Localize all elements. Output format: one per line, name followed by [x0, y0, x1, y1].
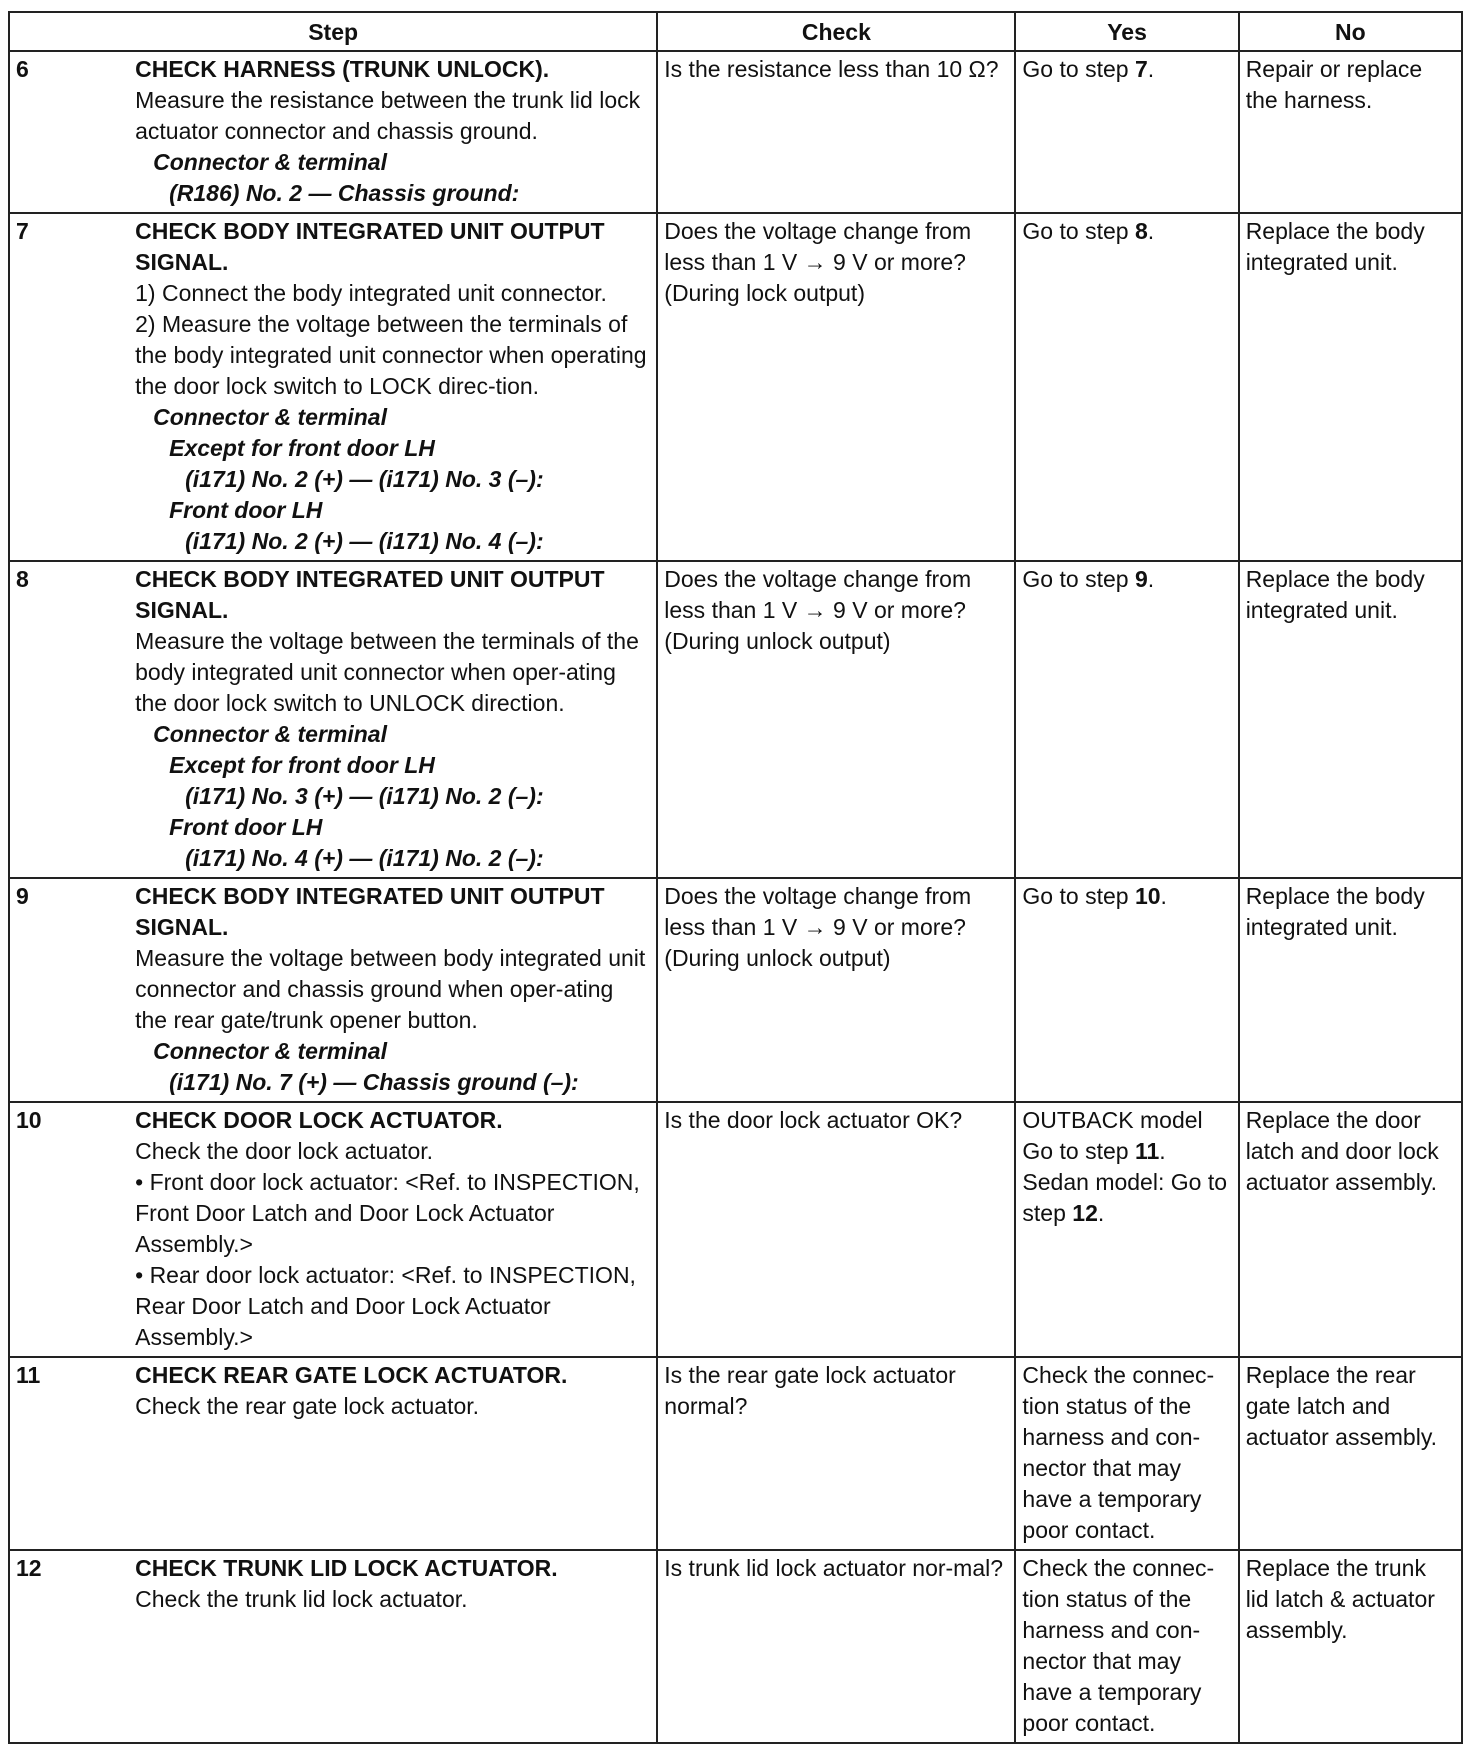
no-cell: Replace the door latch and door lock actuator assembly.: [1239, 1102, 1462, 1357]
yes-text: .: [1147, 218, 1155, 244]
connector-terminal-line: Front door LH: [169, 497, 323, 523]
yes-cell: [1015, 213, 1238, 561]
no-cell: Replace the body integrated unit.: [1239, 213, 1462, 561]
step-number: 12: [9, 1550, 129, 1743]
step-number: 11: [9, 1357, 129, 1550]
step-title: CHECK TRUNK LID LOCK ACTUATOR.: [135, 1555, 558, 1581]
step-title: CHECK BODY INTEGRATED UNIT OUTPUT SIGNAL.: [135, 218, 605, 275]
header-check: Check: [657, 12, 1015, 51]
connector-terminal-line: Except for front door LH: [169, 752, 435, 778]
yes-cell: [1015, 1550, 1238, 1743]
table-row: [9, 1550, 1462, 1743]
step-instruction: • Front door lock actuator: <Ref. to INSPECTION, Front Door Latch and Door Lock Actuator Assembly.>: [135, 1169, 640, 1257]
yes-line: [1022, 1105, 1231, 1136]
step-reference: 8: [1134, 218, 1148, 244]
table-body: [9, 51, 1462, 1743]
yes-text: .: [1147, 566, 1155, 592]
header-step: Step: [9, 12, 657, 51]
yes-text: Go to step: [1022, 566, 1135, 592]
header-yes: Yes: [1015, 12, 1238, 51]
step-reference: 7: [1134, 56, 1148, 82]
no-cell: Replace the body integrated unit.: [1239, 878, 1462, 1102]
yes-text: Check the connec-tion status of the harness and con-nector that may have a temporary poor contact.: [1022, 1555, 1215, 1736]
yes-text: Go to step: [1022, 1138, 1135, 1164]
step-reference: 9: [1134, 566, 1148, 592]
connector-terminal-line: (i171) No. 2 (+) — (i171) No. 4 (–):: [185, 528, 544, 554]
connector-terminal-line: Connector & terminal: [153, 149, 387, 175]
no-cell: Replace the rear gate latch and actuator assembly.: [1239, 1357, 1462, 1550]
yes-line: [1022, 1136, 1231, 1167]
connector-terminal-line: (R186) No. 2 — Chassis ground:: [169, 180, 520, 206]
step-instruction: • Rear door lock actuator: <Ref. to INSPECTION, Rear Door Latch and Door Lock Actuator Assembly.>: [135, 1262, 636, 1350]
step-instruction: Check the trunk lid lock actuator.: [135, 1586, 468, 1612]
connector-terminal-line: (i171) No. 3 (+) — (i171) No. 2 (–):: [185, 783, 544, 809]
check-cell: Is the door lock actuator OK?: [657, 1102, 1015, 1357]
connector-terminal-line: Connector & terminal: [153, 721, 387, 747]
step-cell: [129, 1102, 657, 1357]
yes-cell: [1015, 51, 1238, 213]
table-row: [9, 213, 1462, 561]
table-row: [9, 1357, 1462, 1550]
step-number: 8: [9, 561, 129, 878]
yes-line: [1022, 1167, 1231, 1229]
connector-terminal-line: Front door LH: [169, 814, 323, 840]
yes-text: Check the connec-tion status of the harness and con-nector that may have a temporary poor contact.: [1022, 1362, 1215, 1543]
diagnostic-table: [8, 11, 1463, 1744]
header-no: No: [1239, 12, 1462, 51]
step-number: 6: [9, 51, 129, 213]
yes-text: .: [1097, 1200, 1105, 1226]
step-reference: 11: [1134, 1138, 1160, 1164]
check-cell: Is trunk lid lock actuator nor-mal?: [657, 1550, 1015, 1743]
step-instruction: Check the door lock actuator.: [135, 1138, 434, 1164]
check-cell: Does the voltage change from less than 1 V → 9 V or more? (During unlock output): [657, 878, 1015, 1102]
yes-text: Go to step: [1022, 218, 1135, 244]
check-cell: Does the voltage change from less than 1 V → 9 V or more? (During lock output): [657, 213, 1015, 561]
no-cell: Replace the trunk lid latch & actuator assembly.: [1239, 1550, 1462, 1743]
check-cell: Does the voltage change from less than 1 V → 9 V or more? (During unlock output): [657, 561, 1015, 878]
table-row: [9, 1102, 1462, 1357]
step-number: 9: [9, 878, 129, 1102]
step-cell: [129, 213, 657, 561]
table-row: [9, 51, 1462, 213]
connector-terminal-line: Except for front door LH: [169, 435, 435, 461]
yes-cell: [1015, 878, 1238, 1102]
step-title: CHECK BODY INTEGRATED UNIT OUTPUT SIGNAL.: [135, 883, 605, 940]
step-cell: [129, 1550, 657, 1743]
step-instruction: 2) Measure the voltage between the terminals of the body integrated unit connector when operating the door lock switch to LOCK direc-tion.: [135, 311, 647, 399]
step-number: 10: [9, 1102, 129, 1357]
step-title: CHECK DOOR LOCK ACTUATOR.: [135, 1107, 503, 1133]
yes-cell: [1015, 1357, 1238, 1550]
connector-terminal-line: Connector & terminal: [153, 404, 387, 430]
step-instruction: 1) Connect the body integrated unit connector.: [135, 280, 607, 306]
step-instruction: Measure the voltage between the terminals of the body integrated unit connector when oper-ating the door lock switch to UNLOCK direction.: [135, 628, 639, 716]
step-cell: [129, 51, 657, 213]
yes-text: Sedan model: Go to step: [1022, 1169, 1227, 1226]
check-cell: Is the rear gate lock actuator normal?: [657, 1357, 1015, 1550]
step-instruction: Check the rear gate lock actuator.: [135, 1393, 480, 1419]
step-instruction: Measure the resistance between the trunk lid lock actuator connector and chassis ground.: [135, 87, 641, 144]
step-title: CHECK REAR GATE LOCK ACTUATOR.: [135, 1362, 568, 1388]
header-row: [9, 12, 1462, 51]
step-title: CHECK BODY INTEGRATED UNIT OUTPUT SIGNAL.: [135, 566, 605, 623]
step-reference: 10: [1134, 883, 1161, 909]
connector-terminal-line: Connector & terminal: [153, 1038, 387, 1064]
connector-terminal-line: (i171) No. 2 (+) — (i171) No. 3 (–):: [185, 466, 544, 492]
no-cell: Repair or replace the harness.: [1239, 51, 1462, 213]
yes-text: Go to step: [1022, 883, 1135, 909]
yes-cell: [1015, 1102, 1238, 1357]
step-cell: [129, 1357, 657, 1550]
yes-text: .: [1147, 56, 1155, 82]
step-cell: [129, 561, 657, 878]
yes-text: .: [1160, 883, 1167, 909]
yes-text: .: [1159, 1138, 1166, 1164]
step-instruction: Measure the voltage between body integrated unit connector and chassis ground when oper-ating the rear gate/trunk opener button.: [135, 945, 646, 1033]
step-cell: [129, 878, 657, 1102]
connector-terminal-line: (i171) No. 4 (+) — (i171) No. 2 (–):: [185, 845, 544, 871]
no-cell: Replace the body integrated unit.: [1239, 561, 1462, 878]
table-row: [9, 561, 1462, 878]
yes-text: Go to step: [1022, 56, 1135, 82]
check-cell: Is the resistance less than 10 Ω?: [657, 51, 1015, 213]
connector-terminal-line: (i171) No. 7 (+) — Chassis ground (–):: [169, 1069, 579, 1095]
yes-text: OUTBACK model: [1022, 1107, 1203, 1133]
yes-cell: [1015, 561, 1238, 878]
table-row: [9, 878, 1462, 1102]
step-number: 7: [9, 213, 129, 561]
step-reference: 12: [1072, 1200, 1098, 1226]
step-title: CHECK HARNESS (TRUNK UNLOCK).: [135, 56, 550, 82]
